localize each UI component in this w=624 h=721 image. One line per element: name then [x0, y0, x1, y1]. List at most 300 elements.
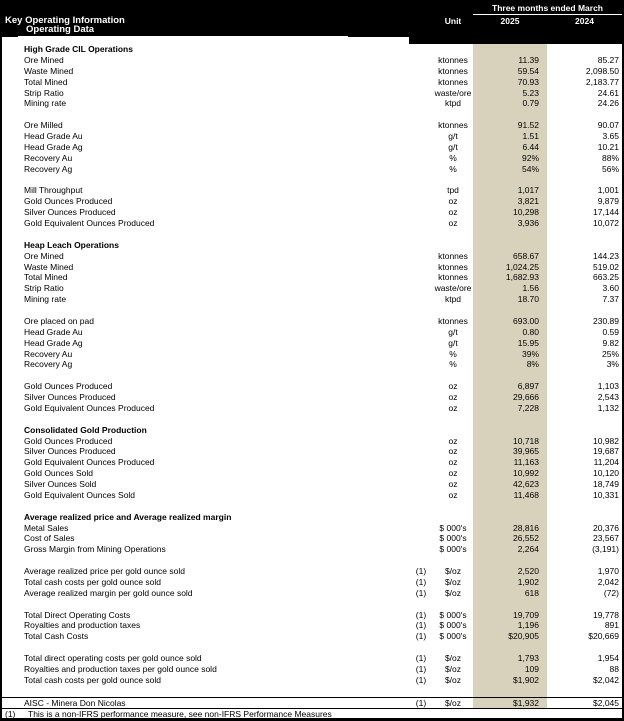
row-unit — [433, 240, 473, 251]
row-value-2024: 23,567 — [593, 533, 619, 544]
row-footnote-ref — [409, 98, 433, 109]
table-row — [2, 66, 622, 77]
row-footnote-ref — [409, 490, 433, 501]
row-unit: $/oz — [444, 576, 462, 587]
row-footnote-ref: (1) — [415, 620, 427, 631]
row-value-2024 — [547, 425, 622, 436]
row-label: Silver Ounces Produced — [24, 207, 116, 218]
row-value-2024: 3.65 — [602, 131, 619, 141]
row-unit: $ 000's — [439, 544, 467, 555]
row-value-2024: 88 — [609, 663, 619, 674]
row-value-2024: 2,183.77 — [585, 76, 619, 87]
row-label: Gold Ounces Sold — [24, 468, 93, 479]
table-row — [2, 381, 622, 392]
row-value-2025: $1,902 — [473, 675, 547, 686]
row-value-2025 — [473, 305, 547, 316]
row-footnote-ref — [409, 523, 433, 534]
row-value-2025 — [473, 642, 547, 653]
row-label — [2, 501, 409, 512]
row-value-2024: (3,191) — [592, 544, 619, 555]
row-value-2025: 658.67 — [473, 251, 547, 262]
row-footnote-ref — [409, 359, 433, 370]
table-row — [2, 403, 622, 414]
row-label: Gold Equivalent Ounces Produced — [24, 402, 155, 413]
table-row — [2, 457, 622, 468]
row-value-2024 — [547, 512, 622, 523]
row-footnote-ref — [409, 446, 433, 457]
row-footnote-ref — [409, 468, 433, 479]
row-value-2025: 0.80 — [473, 327, 547, 338]
table-header — [2, 2, 622, 37]
row-label: Strip Ratio — [24, 87, 64, 98]
row-footnote-ref — [409, 392, 433, 403]
row-value-2024: 18,749 — [593, 479, 619, 489]
row-value-2025: 11,163 — [473, 457, 547, 468]
row-value-2024: 1,954 — [597, 653, 619, 663]
row-unit: ktonnes — [438, 76, 468, 87]
row-label: Gross Margin from Mining Operations — [24, 544, 166, 555]
table-row — [2, 55, 622, 66]
row-unit — [433, 229, 473, 240]
row-label: Total cash costs per gold ounce sold — [24, 576, 162, 587]
row-value-2024: 56% — [601, 163, 619, 174]
row-value-2025: 6,897 — [473, 381, 547, 392]
row-footnote-ref: (1) — [415, 631, 427, 642]
row-value-2024: $2,042 — [593, 674, 619, 685]
row-label: Recovery Ag — [24, 359, 73, 370]
row-unit: $/oz — [444, 587, 462, 598]
row-label: Strip Ratio — [24, 283, 64, 294]
table-row — [2, 349, 622, 360]
table-row — [2, 392, 622, 403]
row-value-2024: 10,072 — [593, 218, 619, 228]
row-footnote-ref — [409, 185, 433, 196]
row-unit: oz — [448, 196, 458, 207]
row-label — [2, 555, 409, 566]
table-row — [2, 185, 622, 196]
row-footnote-ref — [409, 555, 433, 566]
table-row — [2, 98, 622, 109]
row-footnote-ref — [409, 88, 433, 99]
row-value-2025: 28,816 — [473, 523, 547, 534]
row-value-2025 — [473, 686, 547, 697]
row-value-2024 — [547, 229, 622, 240]
table-row — [2, 512, 622, 523]
table-row — [2, 490, 622, 501]
row-footnote-ref — [409, 327, 433, 338]
row-unit: ktpd — [444, 98, 462, 109]
row-label: Ore Milled — [24, 120, 63, 131]
row-label: Ore Mined — [24, 54, 64, 65]
table-row — [2, 262, 622, 273]
table-row — [2, 544, 622, 555]
year-2025-column-header: 2025 — [500, 16, 520, 26]
row-unit: $/oz — [444, 697, 462, 708]
row-value-2025 — [473, 512, 547, 523]
row-value-2024: 85.27 — [597, 54, 619, 65]
row-value-2025: 1,902 — [473, 577, 547, 588]
row-value-2025: 0.79 — [473, 98, 547, 109]
row-value-2025: $1,932 — [473, 698, 547, 708]
row-value-2025: 3,821 — [473, 196, 547, 207]
row-value-2025: 109 — [473, 664, 547, 675]
table-row — [2, 229, 622, 240]
row-label: Metal Sales — [24, 522, 69, 533]
row-unit — [433, 109, 473, 120]
row-label: Ore placed on pad — [24, 315, 94, 326]
table-row — [2, 196, 622, 207]
row-footnote-ref — [409, 349, 433, 360]
row-footnote-ref — [409, 218, 433, 229]
row-footnote-ref: (1) — [415, 674, 427, 685]
operating-data-subheader: Operating Data — [18, 25, 348, 37]
row-value-2025: 70.93 — [473, 77, 547, 88]
row-value-2025: 18.70 — [473, 294, 547, 305]
row-value-2024 — [547, 175, 622, 186]
row-footnote-ref: (1) — [415, 697, 427, 708]
row-unit: oz — [448, 392, 458, 402]
row-value-2025: 6.44 — [473, 142, 547, 153]
row-unit: $ 000's — [439, 620, 467, 631]
table-row — [2, 272, 622, 283]
row-value-2024: 88% — [601, 152, 619, 163]
row-unit: oz — [448, 435, 458, 446]
row-value-2024: 1,132 — [597, 402, 619, 413]
table-row — [2, 294, 622, 305]
row-label: Total Direct Operating Costs — [24, 609, 131, 620]
row-value-2025: 2,520 — [473, 566, 547, 577]
table-row — [2, 555, 622, 566]
row-footnote-ref — [409, 425, 433, 436]
row-label: Silver Ounces Sold — [24, 479, 97, 489]
row-footnote-ref: (1) — [415, 653, 427, 663]
table-row — [2, 218, 622, 229]
table-row — [2, 77, 622, 88]
table-row — [2, 305, 622, 316]
row-footnote-ref — [409, 131, 433, 142]
row-footnote-ref — [409, 403, 433, 414]
row-value-2025 — [473, 599, 547, 610]
table-row — [2, 175, 622, 186]
row-value-2024 — [547, 305, 622, 316]
row-value-2024: 19,687 — [593, 446, 619, 457]
row-unit: oz — [448, 446, 458, 457]
row-unit: oz — [448, 381, 458, 392]
row-value-2025: 10,298 — [473, 207, 547, 218]
row-label — [2, 414, 409, 425]
row-label — [2, 686, 409, 697]
row-label: Royalties and production taxes — [24, 620, 141, 631]
table-row — [2, 599, 622, 610]
row-footnote-ref — [409, 533, 433, 544]
row-value-2025: 59.54 — [473, 66, 547, 77]
row-unit: oz — [448, 207, 458, 218]
table-row — [2, 523, 622, 534]
row-label: Waste Mined — [24, 261, 74, 272]
row-footnote-ref — [409, 120, 433, 131]
row-label: Total Cash Costs — [24, 631, 89, 642]
row-unit: waste/ore — [434, 283, 472, 294]
row-footnote-ref — [409, 272, 433, 283]
row-unit: g/t — [448, 131, 458, 141]
row-unit — [433, 425, 473, 436]
row-value-2025: 1,196 — [473, 620, 547, 631]
row-footnote-ref — [409, 294, 433, 305]
row-value-2025: 15.95 — [473, 338, 547, 349]
row-value-2024 — [547, 501, 622, 512]
row-value-2025: 5.23 — [473, 88, 547, 99]
row-value-2025: 19,709 — [473, 610, 547, 621]
page-title: Key Operating Information — [5, 15, 125, 26]
row-footnote-ref: (1) — [415, 587, 427, 598]
row-value-2025: 693.00 — [473, 316, 547, 327]
row-label: Gold Equivalent Ounces Produced — [24, 457, 155, 468]
row-unit: $ 000's — [439, 522, 467, 533]
table-row — [2, 142, 622, 153]
row-label: Total cash costs per gold ounce sold — [24, 674, 162, 685]
row-unit: oz — [448, 402, 458, 413]
row-value-2025: 11.39 — [473, 55, 547, 66]
row-footnote-ref — [409, 109, 433, 120]
row-value-2025: 42,623 — [473, 479, 547, 490]
row-value-2025: 91.52 — [473, 120, 547, 131]
row-unit: % — [449, 152, 457, 163]
row-label: Mining rate — [24, 98, 67, 109]
table-row — [2, 425, 622, 436]
row-unit — [433, 555, 473, 566]
row-unit — [433, 599, 473, 610]
row-footnote-ref — [409, 262, 433, 273]
row-unit: g/t — [448, 337, 458, 348]
table-row — [2, 370, 622, 381]
row-footnote-ref — [409, 436, 433, 447]
row-value-2025: 11,468 — [473, 490, 547, 501]
row-value-2024: 19,778 — [593, 609, 619, 620]
footnote-text: This is a non-IFRS performance measure, see non-IFRS Performance Measures — [28, 708, 332, 719]
row-label: Heap Leach Operations — [24, 239, 119, 250]
row-value-2024 — [547, 414, 622, 425]
row-value-2024 — [547, 599, 622, 610]
row-footnote-ref: (1) — [415, 566, 427, 576]
row-value-2024: 2,042 — [597, 576, 619, 587]
table-row — [2, 436, 622, 447]
row-footnote-ref — [409, 77, 433, 88]
row-label: Silver Ounces Produced — [24, 446, 116, 457]
row-value-2025: 8% — [473, 359, 547, 370]
row-unit: $/oz — [444, 566, 462, 576]
period-header: Three months ended March — [473, 3, 622, 15]
row-label: Recovery Au — [24, 152, 73, 163]
row-unit: ktonnes — [438, 272, 468, 283]
row-value-2024: 230.89 — [593, 315, 619, 326]
row-unit: ktpd — [444, 294, 462, 305]
row-unit: % — [449, 163, 457, 174]
row-unit: oz — [448, 468, 458, 479]
row-value-2025: 10,718 — [473, 436, 547, 447]
row-value-2025: 1,017 — [473, 185, 547, 196]
row-footnote-ref — [409, 44, 433, 55]
row-label: Total Mined — [24, 76, 68, 87]
row-value-2024: 7.37 — [602, 294, 619, 305]
table-row — [2, 164, 622, 175]
row-label: Average realized price and Average realized margin — [24, 511, 232, 522]
row-value-2024 — [547, 109, 622, 120]
row-unit: tpd — [447, 185, 459, 196]
row-label: Waste Mined — [24, 65, 74, 76]
row-footnote-ref — [409, 370, 433, 381]
row-footnote-ref — [409, 207, 433, 218]
row-value-2024: 25% — [601, 348, 619, 359]
row-value-2024: 0.59 — [602, 326, 619, 337]
table-row — [2, 327, 622, 338]
row-label — [2, 370, 409, 381]
row-unit — [433, 686, 473, 697]
row-label: Ore Mined — [24, 250, 64, 261]
row-value-2025: 618 — [473, 588, 547, 599]
table-row — [2, 588, 622, 599]
row-footnote-ref — [409, 414, 433, 425]
row-label: AISC - Minera Don Nicolas — [24, 697, 126, 708]
table-row — [2, 697, 622, 709]
row-value-2024: 144.23 — [593, 250, 619, 261]
row-unit: g/t — [448, 326, 458, 337]
row-label: Royalties and production taxes per gold ounce sold — [24, 663, 217, 674]
table-row — [2, 479, 622, 490]
table-row — [2, 251, 622, 262]
row-label: Cost of Sales — [24, 533, 75, 544]
row-footnote-ref — [409, 164, 433, 175]
row-footnote-ref — [409, 512, 433, 523]
row-label: Gold Equivalent Ounces Produced — [24, 218, 155, 228]
row-value-2025 — [473, 414, 547, 425]
row-footnote-ref — [409, 283, 433, 294]
table-row — [2, 207, 622, 218]
table-row — [2, 283, 622, 294]
row-footnote-ref — [409, 196, 433, 207]
row-value-2025: 1.56 — [473, 283, 547, 294]
row-unit: % — [449, 359, 457, 370]
row-value-2024: 891 — [604, 620, 619, 631]
row-footnote-ref — [409, 175, 433, 186]
row-unit: waste/ore — [434, 87, 472, 98]
table-row — [2, 44, 622, 55]
row-value-2024 — [547, 555, 622, 566]
row-value-2025 — [473, 555, 547, 566]
table-row — [2, 501, 622, 512]
row-value-2024: 17,144 — [593, 207, 619, 218]
row-value-2025: 3,936 — [473, 218, 547, 229]
table-row — [2, 620, 622, 631]
row-footnote-ref — [409, 686, 433, 697]
header-step-black — [409, 37, 622, 44]
table-row — [2, 664, 622, 675]
row-unit — [433, 44, 473, 55]
row-label: Head Grade Ag — [24, 141, 83, 152]
row-label: Silver Ounces Produced — [24, 392, 116, 402]
header-step-strip — [2, 37, 622, 44]
row-value-2025 — [473, 501, 547, 512]
row-value-2024: 3% — [606, 359, 619, 370]
row-unit: oz — [448, 479, 458, 489]
row-unit — [433, 370, 473, 381]
table-row — [2, 109, 622, 120]
table-row — [2, 577, 622, 588]
row-value-2024: 1,970 — [597, 566, 619, 576]
row-value-2025: 26,552 — [473, 533, 547, 544]
row-footnote-ref — [409, 305, 433, 316]
row-label: Mining rate — [24, 294, 67, 305]
row-value-2025: $20,905 — [473, 631, 547, 642]
table-row — [2, 88, 622, 99]
table-row — [2, 653, 622, 664]
row-unit: $/oz — [444, 674, 462, 685]
row-unit: ktonnes — [438, 250, 468, 261]
row-value-2024 — [547, 44, 622, 55]
row-value-2024: 20,376 — [593, 522, 619, 533]
row-label: Head Grade Au — [24, 131, 83, 141]
row-value-2024: $2,045 — [593, 697, 619, 708]
row-unit: oz — [448, 218, 458, 228]
row-value-2024: (72) — [603, 587, 619, 598]
row-unit: ktonnes — [438, 65, 468, 76]
row-footnote-ref — [409, 66, 433, 77]
row-footnote-ref — [409, 142, 433, 153]
row-unit — [433, 512, 473, 523]
row-label — [2, 599, 409, 610]
row-value-2024 — [547, 240, 622, 251]
row-footnote-ref — [409, 501, 433, 512]
row-label: Gold Ounces Produced — [24, 435, 113, 446]
table-row — [2, 153, 622, 164]
row-footnote-ref — [409, 642, 433, 653]
row-value-2025 — [473, 229, 547, 240]
row-value-2025: 54% — [473, 164, 547, 175]
table-row — [2, 240, 622, 251]
unit-column-header: Unit — [444, 16, 462, 26]
table-row — [2, 468, 622, 479]
table-row — [2, 316, 622, 327]
row-value-2024: 10,982 — [593, 435, 619, 446]
row-value-2024: 1,001 — [597, 185, 619, 196]
table-body — [2, 44, 622, 709]
table-row — [2, 566, 622, 577]
table-row — [2, 338, 622, 349]
row-value-2025 — [473, 370, 547, 381]
table-row — [2, 131, 622, 142]
row-unit: $ 000's — [439, 533, 467, 544]
row-value-2024: 519.02 — [593, 261, 619, 272]
row-value-2025 — [473, 240, 547, 251]
table-row — [2, 359, 622, 370]
row-value-2025: 1,793 — [473, 653, 547, 664]
row-footnote-ref — [409, 316, 433, 327]
row-footnote-ref — [409, 55, 433, 66]
row-value-2024: 663.25 — [593, 272, 619, 283]
row-label — [2, 229, 409, 240]
row-value-2025: 92% — [473, 153, 547, 164]
row-value-2024: 10.21 — [597, 141, 619, 152]
table-row — [2, 631, 622, 642]
row-footnote-ref — [409, 457, 433, 468]
row-label: Gold Equivalent Ounces Sold — [24, 489, 136, 500]
row-value-2024: 2,543 — [597, 392, 619, 402]
row-label: High Grade CIL Operations — [24, 44, 133, 54]
row-value-2024: 11,204 — [593, 457, 619, 468]
row-value-2024: 1,103 — [597, 381, 619, 392]
row-label: Head Grade Ag — [24, 337, 83, 348]
row-label: Gold Ounces Produced — [24, 381, 113, 392]
row-value-2024 — [547, 642, 622, 653]
